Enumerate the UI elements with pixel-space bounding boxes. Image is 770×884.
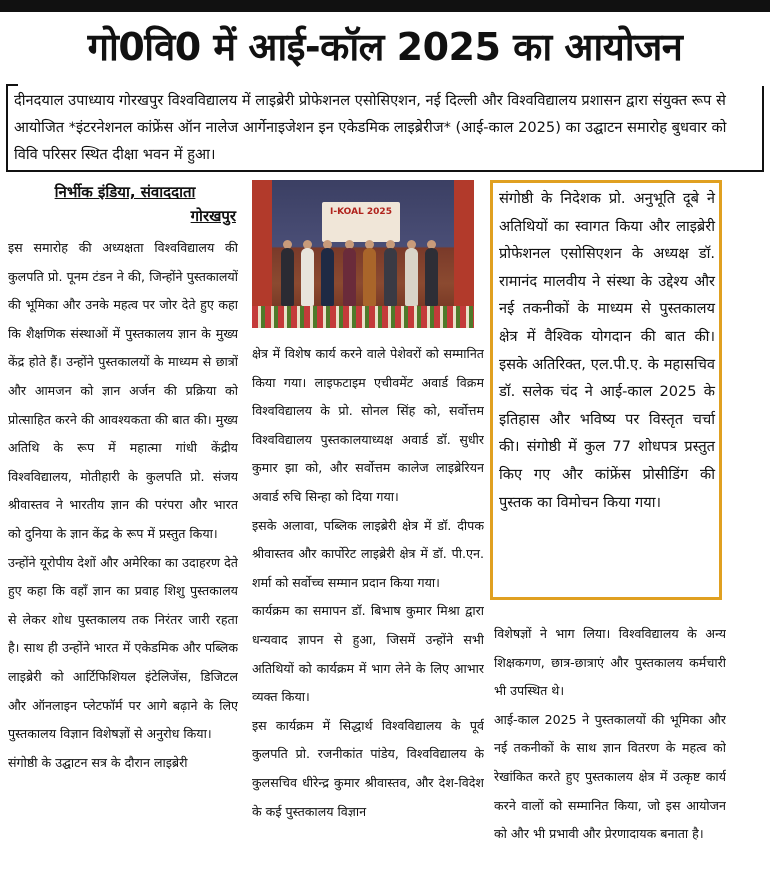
column2-paragraph-1: क्षेत्र में विशेष कार्य करने वाले पेशेवरों को सम्मानित किया गया। लाइफटाइम एचीवमेंट अवार्ड विक्रम विश्वविद्यालय के प्रो. सोनल सिंह को, सर्वोत्तम विश्वविद्यालय पुस्तकालयाध्यक्ष अवार्ड डॉ. सुधीर कुमार झा को, और सर्वोत्तम कालेज लाइब्रेरियन अवार्ड रुचि सिन्हा को दिया गया। xyxy=(252,346,484,504)
column1-paragraph-1: इस समारोह की अध्यक्षता विश्वविद्यालय की कुलपति प्रो. पूनम टंडन ने की, जिन्होंने पुस्तकालयों की भूमिका और उनके महत्व पर जोर देते हुए कहा कि शैक्षणिक संस्थाओं में पुस्तकालय ज्ञान के मुख्य केंद्र होते हैं। उन्होंने पुस्तकालयों के माध्यम से छात्रों और आमजन को ज्ञान अर्जन की प्रक्रिया को प्रोत्साहित करने की आवश्यकता की बात की। मुख्य अतिथि के रूप में महात्मा गांधी केंद्रीय विश्वविद्यालय, मोतीहारी के कुलपति प्रो. संजय श्रीवास्तव ने भारतीय ज्ञान की परंपरा और भारत को दुनिया के ज्ञान केंद्र के रूप में प्रस्तुत किया। xyxy=(8,240,238,541)
photo-person xyxy=(405,248,418,306)
highlight-box xyxy=(490,180,722,600)
article-column-1 xyxy=(8,234,238,882)
event-photo xyxy=(252,180,474,328)
highlight-text: संगोष्ठी के निदेशक प्रो. अनुभूति दूबे ने अतिथियों का स्वागत किया और लाइब्रेरी प्रोफेशनल एसोसिएशन के अध्यक्ष डॉ. रामानंद मालवीय ने संस्था के उद्देश्य और नई तकनीकों के माध्यम से पुस्तकालय क्षेत्र में वैश्विक योगदान की बात की। इसके अतिरिक्त, एल.पी.ए. के महासचिव डॉ. सलेक चंद ने आई-काल 2025 के इतिहास और भविष्य पर विस्तृत चर्चा की। संगोष्ठी में कुल 77 शोधपत्र प्रस्तुत किए गए और कांफ्रेंस प्रोसीडिंग की पुस्तक का विमोचन किया गया। xyxy=(499,190,715,511)
column2-paragraph-2: इसके अलावा, पब्लिक लाइब्रेरी क्षेत्र में डॉ. दीपक श्रीवास्तव और कार्पोरेट लाइब्रेरी क्षेत्र में डॉ. पी.एन. शर्मा को सर्वोच्च सम्मान प्रदान किया गया। xyxy=(252,517,484,590)
article-column-3 xyxy=(494,620,726,882)
byline-location: गोरखपुर xyxy=(190,207,236,225)
photo-person xyxy=(321,248,334,306)
byline xyxy=(10,180,240,228)
intro-box xyxy=(6,84,762,172)
intro-box-corner xyxy=(6,84,18,86)
intro-text: दीनदयाल उपाध्याय गोरखपुर विश्वविद्यालय में लाइब्रेरी प्रोफेशनल एसोसिएशन, नई दिल्ली और विश्वविद्यालय प्रशासन द्वारा संयुक्त रूप से आयोजित *इंटरनेशनल कांफ्रेंस ऑन नालेज आर्गेनाइजेशन इन एकेडमिक लाइब्रेरीज* (आई-काल 2025) का उद्घाटन समारोह बुधवार को विवि परिसर स्थित दीक्षा भवन में हुआ। xyxy=(14,92,727,163)
column1-paragraph-2: उन्होंने यूरोपीय देशों और अमेरिका का उदाहरण देते हुए कहा कि वहाँ ज्ञान का प्रवाह शिशु पुस्तकालय से लेकर शोध पुस्तकालय तक निरंतर जारी रहता है। साथ ही उन्होंने भारत में एकेडमिक और पब्लिक लाइब्रेरी को आर्टिफिशियल इंटेलिजेंस, डिजिटल और ऑनलाइन प्लेटफॉर्म पर आगे बढ़ाने के लिए पुस्तकालय विज्ञान विशेषज्ञों से अनुरोध किया। xyxy=(8,554,238,742)
photo-person xyxy=(425,248,438,306)
photo-banner-text: I-KOAL 2025 xyxy=(330,207,392,217)
photo-stage-flowers xyxy=(252,306,474,328)
column1-paragraph-3: संगोष्ठी के उद्घाटन सत्र के दौरान लाइब्रेरी xyxy=(8,754,188,770)
column3-paragraph-1: विशेषज्ञों ने भाग लिया। विश्वविद्यालय के अन्य शिक्षकगण, छात्र-छात्राएं और पुस्तकालय कर्मचारी भी उपस्थित थे। xyxy=(494,626,726,699)
column2-paragraph-4: इस कार्यक्रम में सिद्धार्थ विश्वविद्यालय के पूर्व कुलपति प्रो. रजनीकांत पांडेय, विश्वविद्यालय के कुलसचिव धीरेन्द्र कुमार श्रीवास्तव, और देश-विदेश के कई पुस्तकालय विज्ञान xyxy=(252,717,484,819)
byline-reporter: निर्भीक इंडिया, संवाददाता xyxy=(54,183,196,201)
headline: गो0वि0 में आई-कॉल 2025 का आयोजन xyxy=(87,25,683,69)
photo-person xyxy=(281,248,294,306)
article-column-2 xyxy=(252,340,484,882)
photo-person xyxy=(343,248,356,306)
photo-person xyxy=(363,248,376,306)
photo-person xyxy=(384,248,397,306)
column2-paragraph-3: कार्यक्रम का समापन डॉ. बिभाष कुमार मिश्रा द्वारा धन्यवाद ज्ञापन से हुआ, जिसमें उन्होंने सभी अतिथियों को कार्यक्रम में भाग लेने के लिए आभार व्यक्त किया। xyxy=(252,603,484,705)
column3-paragraph-2: आई-काल 2025 ने पुस्तकालयों की भूमिका और नई तकनीकों के साथ ज्ञान वितरण के महत्व को रेखांकित करते हुए पुस्तकालय क्षेत्र में उत्कृष्ट कार्य करने वालों को सम्मानित किया, जो इस आयोजन को और भी प्रभावी और प्रेरणादायक बनाता है। xyxy=(494,711,726,842)
top-rule xyxy=(0,0,770,12)
intro-box-right-rule xyxy=(762,86,764,172)
photo-person xyxy=(301,248,314,306)
